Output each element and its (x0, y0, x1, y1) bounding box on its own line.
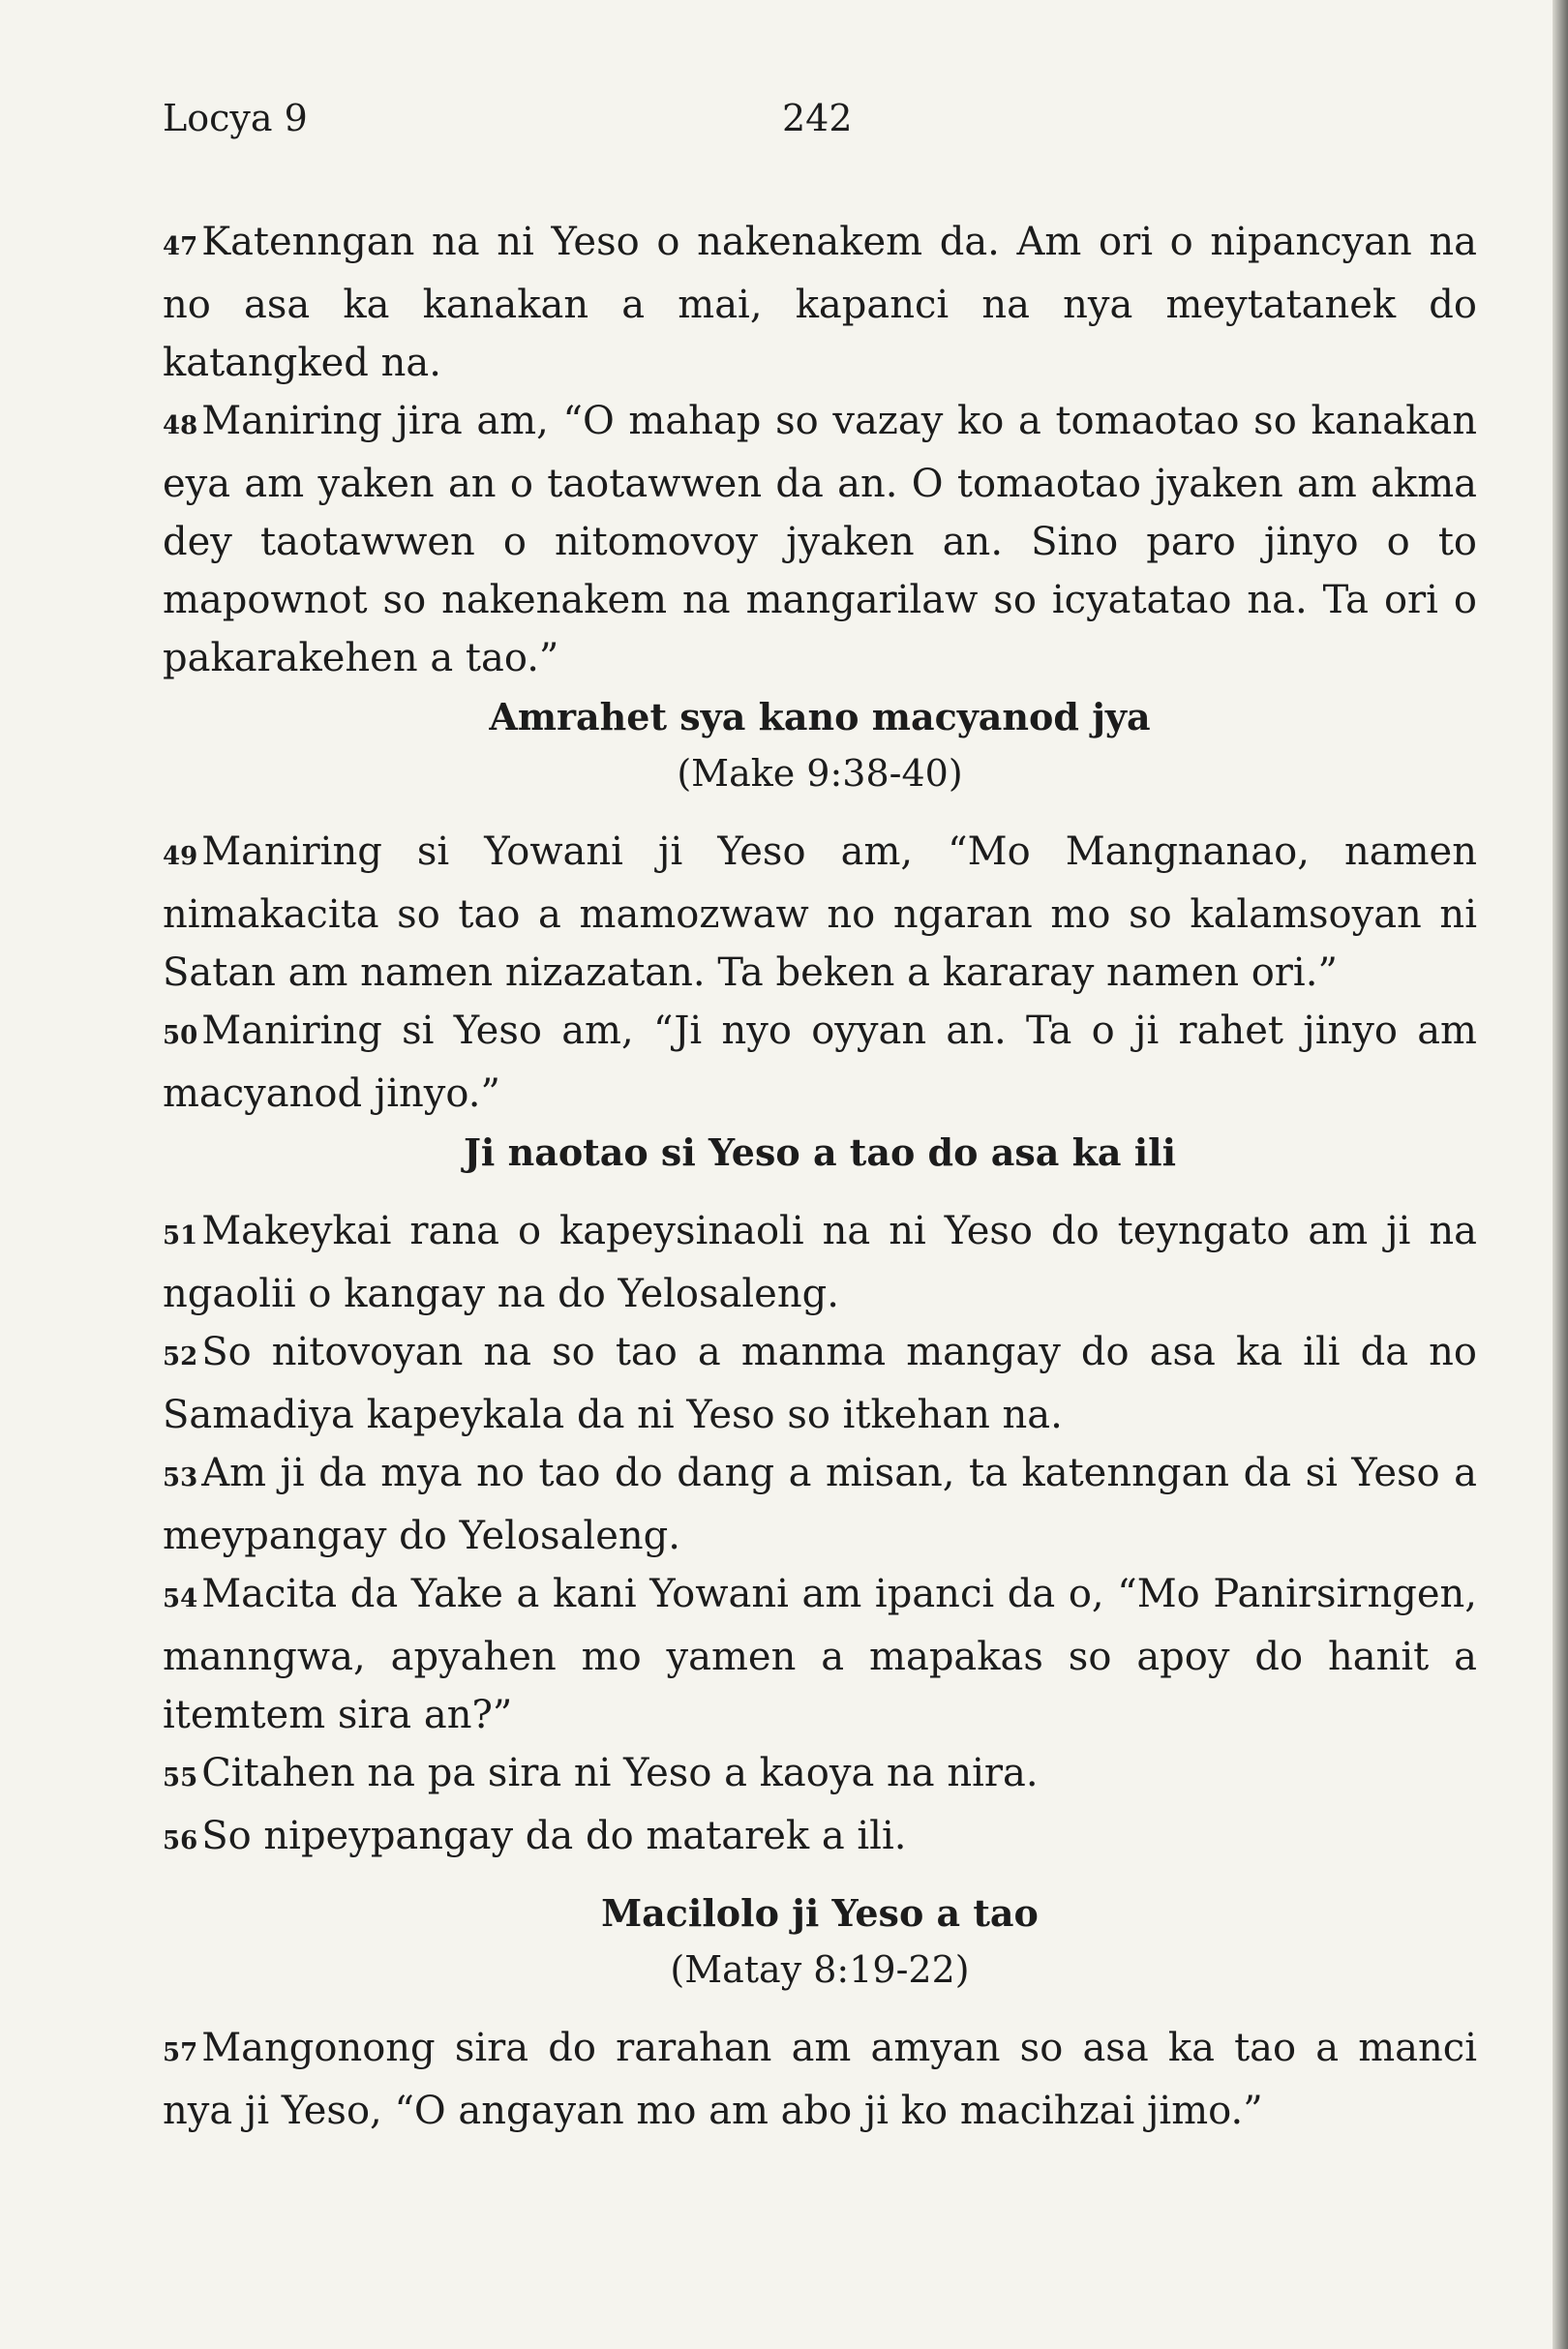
verse-text: So nipeypangay da do matarek a ili. (201, 1814, 907, 1858)
verse-text: Maniring si Yowani ji Yeso am, “Mo Mangnanao, namen nimakacita so tao a mamozwaw no ngaran mo so kalamsoyan ni Satan am namen nizazatan. Ta beken a kararay namen ori.” (163, 829, 1477, 995)
page-number: 242 (782, 97, 853, 139)
verse (163, 1323, 1477, 1444)
verse-number: 50 (163, 1021, 198, 1050)
section-amrahet (163, 689, 1477, 1123)
verse-number: 56 (163, 1826, 198, 1855)
verse-number: 54 (163, 1584, 198, 1613)
verse-number: 57 (163, 2038, 198, 2067)
verse-number: 52 (163, 1342, 198, 1371)
verse-text: Maniring si Yeso am, “Ji nyo oyyan an. Ta o ji rahet jinyo am macyanod jinyo.” (163, 1009, 1477, 1116)
verse-number: 47 (163, 232, 198, 261)
verse-text: Maniring jira am, “O mahap so vazay ko a tomaotao so kanakan eya am yaken an o taotawwen da an. O tomaotao jyaken am akma dey taotawwen o nitomovoy jyaken an. Sino paro jinyo o to mapownot so nakenakem na mangarilaw so icyatatao na. Ta ori o pakarakehen a tao.” (163, 399, 1477, 680)
verse-text: Am ji da mya no tao do dang a misan, ta katenngan da si Yeso a meypangay do Yelosaleng. (163, 1451, 1477, 1558)
section-reference: (Make 9:38-40) (677, 752, 963, 795)
verse (163, 1002, 1477, 1123)
section-macilolo (163, 1885, 1477, 2140)
verse-number: 55 (163, 1763, 198, 1792)
verse (163, 1744, 1477, 1807)
verse (163, 1807, 1477, 1870)
verse (163, 213, 1477, 392)
verse-text: Macita da Yake a kani Yowani am ipanci da o, “Mo Panirsirngen, manngwa, apyahen mo yamen a mapakas so apoy do hanit a itemtem sira an?” (163, 1572, 1477, 1737)
verse-text: Katenngan na ni Yeso o nakenakem da. Am ori o nipancyan na no asa ka kanakan a mai, kapanci na nya meytatanek do katangked na. (163, 220, 1477, 385)
verse-text: Mangonong sira do rarahan am amyan so asa ka tao a manci nya ji Yeso, “O angayan mo am abo ji ko macihzai jimo.” (163, 2026, 1477, 2133)
verse-text: So nitovoyan na so tao a manma mangay do asa ka ili da no Samadiya kapeykala da ni Yeso so itkehan na. (163, 1330, 1477, 1437)
chapter-label: Locya 9 (163, 97, 308, 139)
section-ji-naotao (163, 1125, 1477, 1870)
verse (163, 392, 1477, 687)
section-heading: Ji naotao si Yeso a tao do asa ka ili (463, 1130, 1177, 1174)
verse (163, 1444, 1477, 1565)
section-heading: Amrahet sya kano macyanod jya (489, 695, 1151, 738)
verse (163, 823, 1477, 1002)
running-head (163, 97, 1460, 145)
section-heading: Macilolo ji Yeso a tao (601, 1891, 1039, 1935)
verse (163, 1565, 1477, 1744)
verse-number: 49 (163, 842, 198, 871)
verse-number: 53 (163, 1463, 198, 1492)
page-edge-shadow (1553, 0, 1568, 2349)
section-continuation (163, 213, 1477, 687)
verse-text: Citahen na pa sira ni Yeso a kaoya na nira. (201, 1751, 1039, 1795)
section-reference: (Matay 8:19-22) (670, 1948, 970, 1991)
verse-text: Makeykai rana o kapeysinaoli na ni Yeso do teyngato am ji na ngaolii o kangay na do Yelosaleng. (163, 1209, 1477, 1316)
verse (163, 1202, 1477, 1323)
verse-number: 51 (163, 1221, 198, 1250)
page-body (163, 213, 1477, 2140)
verse-number: 48 (163, 411, 198, 440)
verse (163, 2019, 1477, 2140)
